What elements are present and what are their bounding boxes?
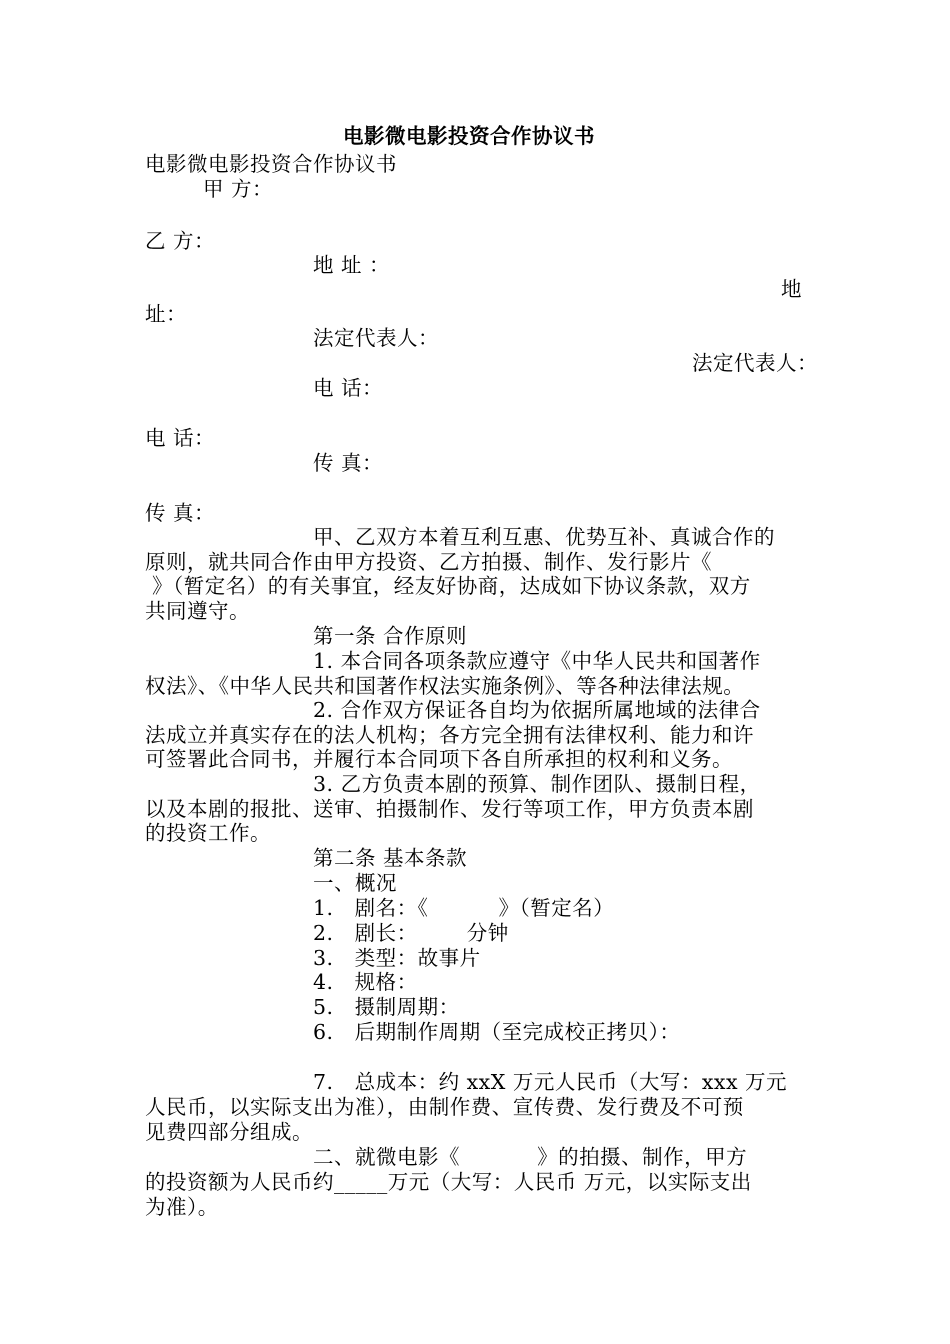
article-1-item-2-line-3: 可签署此合同书，并履行本合同项下各自所承担的权利和义务。 [145,747,733,771]
subtitle-line: 电影微电影投资合作协议书 [145,152,397,176]
section-investment-line-3: 为准）。 [145,1195,219,1219]
overview-item-3: 3. 类型：故事片 [313,946,481,970]
article-1-heading: 第一条 合作原则 [313,624,468,648]
overview-item-7-line-3: 见费四部分组成。 [145,1120,313,1144]
preamble-line-2: 原则，就共同合作由甲方投资、乙方拍摄、制作、发行影片《 [145,550,712,574]
legal-rep-label-a: 法定代表人： [313,326,439,350]
overview-item-1: 1. 剧名：《 》（暂定名） [313,896,615,920]
overview-item-4: 4. 规格： [313,970,418,994]
preamble-line-4: 共同遵守。 [145,599,250,623]
article-1-item-3-line-1: 3. 乙方负责本剧的预算、制作团队、摄制日程， [313,772,761,796]
party-a-label: 甲 方： [203,177,274,201]
overview-item-2: 2. 剧长： 分钟 [313,921,509,945]
address-label-a: 地 址 ： [313,253,391,277]
section-investment-line-2: 的投资额为人民币约_____万元（大写：人民币 万元，以实际支出 [145,1170,752,1194]
fax-label-b: 传 真： [145,501,216,525]
article-1-item-1-line-1: 1. 本合同各项条款应遵守《中华人民共和国著作 [313,649,761,673]
preamble-line-1: 甲、乙双方本着互利互惠、优势互补、真诚合作的 [313,525,775,549]
article-2-heading: 第二条 基本条款 [313,846,468,870]
section-investment-line-1: 二、就微电影《 》的拍摄、制作，甲方 [313,1145,748,1169]
article-1-item-2-line-1: 2. 合作双方保证各自均为依据所属地域的法律合 [313,698,761,722]
phone-label-a: 电 话： [313,376,384,400]
section-overview-heading: 一、概况 [313,871,397,895]
article-1-item-3-line-2: 以及本剧的报批、送审、拍摄制作、发行等项工作，甲方负责本剧 [145,797,754,821]
article-1-item-1-line-2: 权法》、《中华人民共和国著作权法实施条例》、等各种法律法规。 [145,674,745,698]
phone-label-b: 电 话： [145,426,216,450]
article-1-item-2-line-2: 法成立并真实存在的法人机构；各方完全拥有法律权利、能力和许 [145,723,754,747]
address-label-b-part1: 地 [781,277,802,301]
fax-label-a: 传 真： [313,451,384,475]
document-title: 电影微电影投资合作协议书 [343,124,595,148]
legal-rep-label-b: 法定代表人： [692,351,818,375]
preamble-line-3: 》（暂定名）的有关事宜，经友好协商，达成如下协议条款，双方 [145,574,751,598]
address-label-b-part2: 址： [145,302,187,326]
article-1-item-3-line-3: 的投资工作。 [145,821,271,845]
party-b-label: 乙 方： [145,229,216,253]
overview-item-7-line-2: 人民币，以实际支出为准），由制作费、宣传费、发行费及不可预 [145,1095,744,1119]
overview-item-6: 6. 后期制作周期（至完成校正拷贝）： [313,1020,681,1044]
overview-item-5: 5. 摄制周期： [313,995,460,1019]
overview-item-7-line-1: 7. 总成本：约 xxX 万元人民币（大写：xxx 万元 [313,1070,788,1094]
